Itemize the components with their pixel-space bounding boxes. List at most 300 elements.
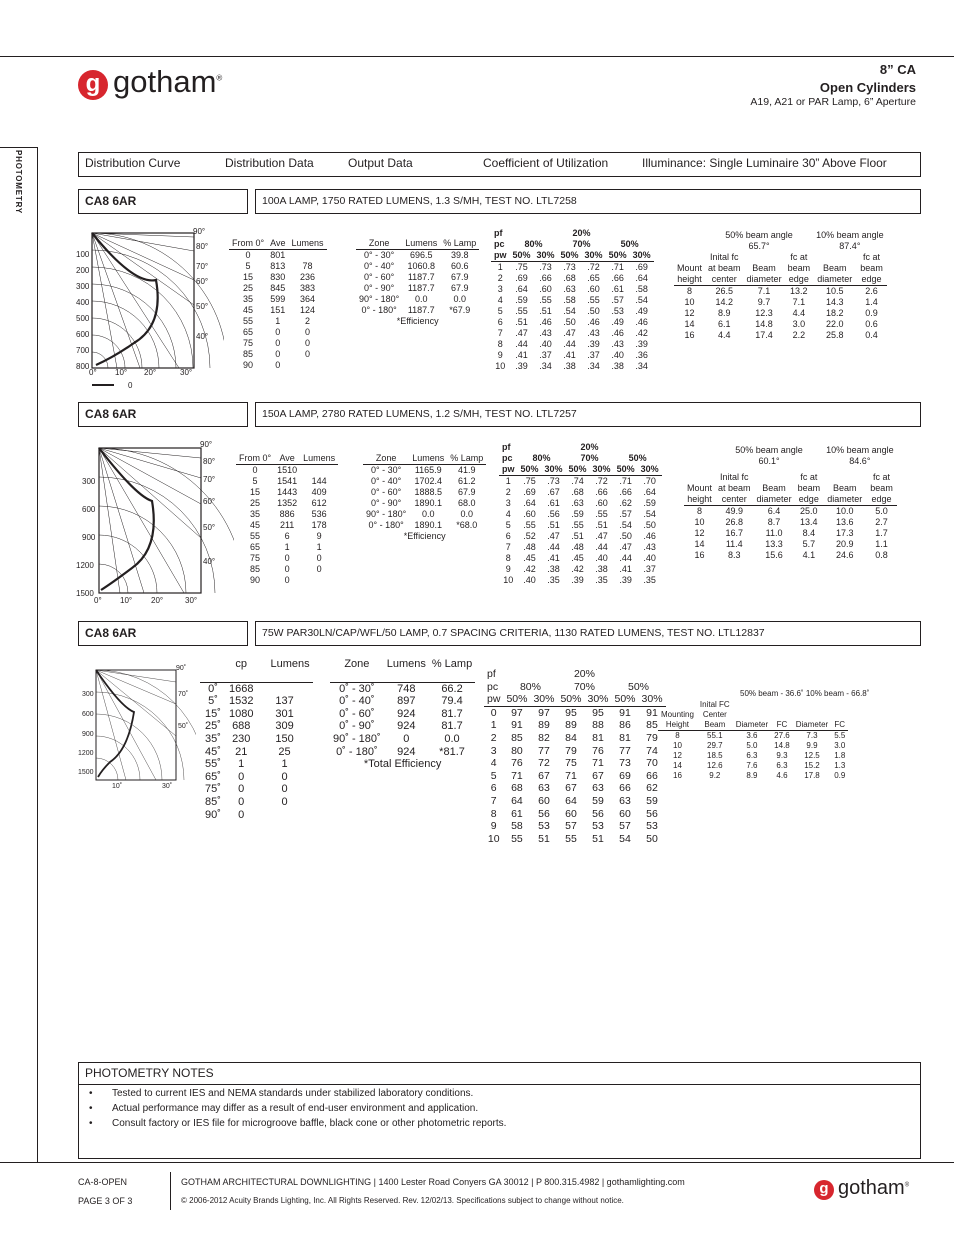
table-cell: 1: [238, 758, 245, 771]
section-2-cu-table: pf 20% pc 80% 70% 50% pw 50% 30% 50% 30% 50% 30% 1 .75 .73 .74 .72 .71 .70 2 .69 .67 .68 .66 .66 .64 3 .64 .61 .63 .60 .62 .59 4 .60 .56 .59 .55 .57 .54 5 .55 .51 .55 .51 .54 .50 6 .52 .47 .51 .47 .50 .46 7 .48 .44 .48 .44 .47 .43 8 .45 .41 .45 .40 .44 .40 9 .42 .38 .42 .38 .41 .37 10 .40 .35 .39 .35 .39 .35: [499, 442, 662, 586]
table-row: [363, 487, 486, 498]
curve-label: 600: [82, 505, 96, 514]
table-cell: 1888.5: [414, 487, 443, 497]
table-cell: 75: [565, 757, 577, 770]
output-note: *Efficiency: [403, 531, 446, 541]
nav-coefficient-of-utilization[interactable]: Coefficient of Utilization: [483, 156, 609, 170]
table-cell: 17.4: [755, 330, 773, 340]
table-cell: 612: [311, 498, 327, 508]
table-cell: [288, 250, 326, 262]
table-cell: 79: [565, 744, 577, 757]
table-cell: .57: [611, 295, 624, 305]
table-cell: 0˚ - 60˚: [339, 707, 375, 720]
table-cell: 0° - 90°: [371, 498, 402, 508]
table-cell: 90: [250, 575, 261, 585]
table-cell: .36: [635, 350, 648, 360]
table-cell: 56: [646, 807, 658, 820]
table-row: [491, 361, 654, 372]
table-cell: 0.8: [875, 550, 888, 560]
table-cell: .55: [539, 295, 552, 305]
table-cell: 5: [497, 306, 503, 316]
table-cell: .41: [515, 350, 528, 360]
section-1-distribution-curve: [74, 225, 224, 390]
table-cell: .40: [611, 350, 624, 360]
table-row: [229, 327, 327, 338]
table-cell: 41.9: [458, 465, 476, 475]
table-cell: 72: [538, 757, 550, 770]
table-cell: 25: [243, 283, 254, 293]
table-cell: .70: [643, 476, 656, 486]
table-cell: .69: [515, 273, 528, 283]
table-row: [499, 575, 662, 586]
table-cell: 53: [538, 820, 550, 833]
curve-label: 30°: [185, 596, 198, 605]
table-cell: 3: [505, 498, 511, 508]
table-row: [200, 733, 313, 746]
table-cell: 75˚: [205, 783, 221, 796]
table-cell: 4: [490, 757, 497, 770]
table-cell: 95: [565, 706, 577, 719]
table-cell: .56: [547, 509, 560, 519]
curve-label: 70°: [203, 475, 216, 484]
table-row: [356, 272, 479, 283]
side-tab-rule: [37, 147, 38, 1162]
table-cell: .51: [547, 520, 560, 530]
table-cell: .34: [587, 361, 600, 371]
table-cell: 45˚: [205, 745, 221, 758]
table-cell: 10: [694, 517, 705, 527]
table-cell: 55˚: [205, 758, 221, 771]
table-cell: .47: [595, 531, 608, 541]
table-cell: 1668: [229, 682, 254, 695]
table-cell: 0: [238, 770, 245, 783]
table-cell: 12: [673, 751, 682, 760]
table-cell: .66: [611, 273, 624, 283]
table-cell: 8.9: [718, 308, 731, 318]
table-row: [484, 757, 666, 770]
table-cell: 9: [490, 820, 497, 833]
table-row: [674, 286, 887, 298]
table-cell: .55: [587, 295, 600, 305]
table-cell: .47: [563, 328, 576, 338]
table-cell: 25.8: [826, 330, 844, 340]
table-cell: 301: [275, 707, 294, 720]
curve-label: 40°: [203, 557, 216, 566]
table-cell: 1: [284, 542, 290, 552]
table-cell: .73: [563, 262, 576, 272]
table-cell: 4: [497, 295, 503, 305]
table-cell: 137: [275, 695, 294, 708]
table-cell: 0˚ - 30˚: [339, 682, 375, 695]
table-cell: .69: [635, 262, 648, 272]
table-cell: 9.9: [806, 741, 818, 750]
nav-illuminance[interactable]: Illuminance: Single Luminaire 30” Above Floor: [642, 156, 887, 170]
table-cell: 85: [511, 731, 523, 744]
table-row: [229, 338, 327, 349]
table-row: [684, 539, 897, 550]
table-cell: .58: [563, 295, 576, 305]
table-row: [363, 465, 486, 477]
table-cell: .72: [587, 262, 600, 272]
table-cell: 90˚: [205, 808, 221, 821]
table-cell: 10: [503, 575, 514, 585]
table-cell: 9: [316, 531, 322, 541]
curve-label: 300: [82, 477, 96, 486]
table-cell: .52: [523, 531, 536, 541]
table-cell: 91: [646, 706, 658, 719]
table-cell: 5.5: [834, 731, 846, 740]
table-cell: 0: [304, 349, 310, 359]
table-cell: 10: [487, 832, 500, 845]
table-cell: 13.6: [836, 517, 854, 527]
table-cell: 15: [243, 272, 254, 282]
table-cell: .43: [539, 328, 552, 338]
table-cell: 1: [497, 262, 503, 272]
table-cell: .42: [523, 564, 536, 574]
table-cell: 8: [490, 807, 497, 820]
table-cell: 0: [275, 360, 281, 370]
table-cell: 4.4: [792, 308, 806, 318]
table-row: [491, 350, 654, 361]
section-2-output-table: Zone Lumens % Lamp 0° - 30° 1165.9 41.9 0° - 40° 1702.4 61.2 0° - 60° 1888.5 67.9 0° - 90° 1890.1 68.0 90° - 180° 0.0 0.0 0° - 180° 1890.1 *68.0 *Efficiency: [363, 453, 486, 542]
table-cell: 7: [490, 794, 497, 807]
table-cell: 71: [592, 757, 604, 770]
table-cell: 1: [275, 316, 281, 326]
table-cell: 65˚: [205, 770, 221, 783]
curve-label: 400: [76, 298, 90, 307]
table-cell: .39: [619, 575, 632, 585]
title-line-2: Open Cylinders: [819, 80, 916, 95]
curve-label: 50°: [196, 302, 209, 311]
table-cell: 70: [646, 757, 658, 770]
table-row: [499, 509, 662, 520]
footer-address: GOTHAM ARCHITECTURAL DOWNLIGHTING | 1400 Lester Road Conyers GA 30012 | P 800.315.4982 | gothamlighting.com: [181, 1177, 685, 1187]
table-cell: .65: [587, 273, 600, 283]
nav-distribution-curve[interactable]: Distribution Curve: [85, 156, 181, 170]
table-cell: 57: [619, 820, 631, 833]
table-cell: 924: [397, 745, 416, 758]
table-cell: 0° - 30°: [371, 465, 402, 475]
section-3-desc: 75W PAR30LN/CAP/WFL/50 LAMP, 0.7 SPACING CRITERIA, 1130 RATED LUMENS, TEST NO. LTL12837: [255, 621, 921, 646]
table-row: [499, 531, 662, 542]
section-1-cu-table: pf 20% pc 80% 70% 50% pw 50% 30% 50% 30% 50% 30% 1 .75 .73 .73 .72 .71 .69 2 .69 .66 .68 .65 .66 .64 3 .64 .60 .63 .60 .61 .58 4 .59 .55 .58 .55 .57 .54 5 .55 .51 .54 .50 .53 .49 6 .51 .46 .50 .46 .49 .46 7 .47 .43 .47 .43 .46 .42 8 .44 .40 .44 .39 .43 .39 9 .41 .37 .41 .37 .40 .36 10 .39 .34 .38 .34 .38 .34: [491, 228, 654, 372]
table-cell: 15.6: [765, 550, 783, 560]
table-cell: 10.0: [836, 506, 854, 516]
table-row: [684, 517, 897, 528]
table-cell: 10: [684, 297, 695, 307]
table-cell: .51: [515, 317, 528, 327]
table-cell: [256, 682, 312, 695]
table-cell: 81.7: [441, 707, 463, 720]
table-cell: 1187.7: [407, 272, 435, 282]
table-cell: 64: [565, 794, 577, 807]
table-row: [499, 542, 662, 553]
table-cell: 151: [270, 305, 286, 315]
page-subtitle: A19, A21 or PAR Lamp, 6” Aperture: [750, 96, 916, 108]
table-row: [356, 305, 479, 316]
table-cell: 79: [646, 731, 658, 744]
table-cell: .54: [619, 520, 632, 530]
table-cell: 35˚: [205, 732, 221, 745]
table-cell: 8: [497, 339, 503, 349]
table-cell: 67: [592, 769, 604, 782]
table-cell: 0: [238, 795, 245, 808]
table-row: [491, 328, 654, 339]
table-row: [236, 531, 338, 542]
table-cell: 0: [252, 465, 258, 475]
table-cell: .47: [515, 328, 528, 338]
table-cell: .43: [611, 339, 624, 349]
table-cell: .34: [539, 361, 552, 371]
table-cell: 8: [697, 506, 703, 516]
table-cell: [256, 809, 312, 822]
table-cell: 66: [619, 782, 631, 795]
photometry-notes: [78, 1062, 921, 1159]
table-cell: 76: [592, 744, 604, 757]
table-cell: 81.7: [441, 720, 463, 733]
table-row: [484, 795, 666, 808]
table-cell: 7.1: [757, 286, 771, 296]
table-cell: .46: [611, 328, 624, 338]
table-cell: 0° - 180°: [368, 520, 404, 530]
table-row: [200, 695, 313, 708]
table-row: [236, 564, 338, 575]
table-cell: 82: [538, 731, 550, 744]
table-cell: 68.0: [458, 498, 476, 508]
table-row: [236, 575, 338, 586]
table-cell: 15.2: [804, 761, 820, 770]
curve-label: 300: [76, 282, 90, 291]
header-rule: [0, 56, 954, 57]
footer-gotham-logo-icon: g: [814, 1180, 834, 1200]
table-cell: .55: [523, 520, 536, 530]
table-cell: 13.2: [790, 286, 808, 296]
table-cell: .50: [619, 531, 632, 541]
table-cell: 45: [243, 305, 254, 315]
table-cell: 6: [490, 782, 497, 795]
table-cell: 2.7: [875, 517, 888, 527]
table-cell: 55: [565, 832, 577, 845]
table-cell: 10: [495, 361, 506, 371]
table-row: [236, 542, 338, 553]
table-cell: 95: [592, 706, 604, 719]
table-cell: 26.5: [715, 286, 734, 296]
table-cell: 4.1: [802, 550, 816, 560]
table-cell: 16: [684, 330, 695, 340]
table-row: [658, 761, 848, 771]
nav-output-data[interactable]: Output Data: [348, 156, 413, 170]
nav-distribution-data[interactable]: Distribution Data: [225, 156, 314, 170]
table-cell: 90° - 180°: [366, 509, 407, 519]
table-cell: 25.0: [800, 506, 818, 516]
table-row: [658, 751, 848, 761]
table-cell: 27.6: [774, 731, 790, 740]
table-cell: 230: [232, 732, 251, 745]
table-row: [229, 272, 327, 283]
table-cell: 9: [497, 350, 503, 360]
table-row: [363, 476, 486, 487]
table-cell: .50: [643, 520, 656, 530]
table-cell: *68.0: [456, 520, 478, 530]
table-cell: 1: [316, 542, 322, 552]
table-row: [484, 782, 666, 795]
curve-label: 80°: [196, 242, 209, 251]
table-cell: 1532: [229, 695, 254, 708]
table-row: [491, 339, 654, 350]
table-cell: 1060.8: [407, 261, 436, 271]
table-cell: 7.6: [746, 761, 758, 770]
table-cell: 65: [250, 542, 261, 552]
table-cell: .73: [547, 476, 560, 486]
table-cell: 85: [243, 349, 254, 359]
section-3-cu-table: pf 20% pc 80% 70% 50% pw 50% 30% 50% 30% 50% 30% 0 97 97 95 95 91 91 1 91 89 89 88 86 85 2 85 82 84 81 81 79 3 80 77 79 76 77 74 4 76 72 75 71 73 70 5 71 67 71 67 69 66 6 68 63 67 63 66 62 7 64 60 64 59 63 59 8 61 56 60 56 60 56 9 58 53 57 53 57 53 10 55 51 55 51 54 50: [484, 668, 666, 845]
table-row: [658, 741, 848, 751]
table-cell: .44: [595, 542, 608, 552]
section-3-beam-angles: 50% beam - 36.6˚ 10% beam - 66.8˚: [740, 689, 870, 698]
table-cell: 65: [243, 327, 254, 337]
table-cell: 97: [538, 706, 550, 719]
table-cell: 3.6: [746, 731, 758, 740]
table-cell: 1890.1: [414, 520, 443, 530]
section-1-desc: 100A LAMP, 1750 RATED LUMENS, 1.3 S/MH, TEST NO. LTL7258: [255, 189, 921, 214]
table-cell: 14.8: [755, 319, 773, 329]
table-cell: 18.2: [826, 308, 844, 318]
table-cell: 8.3: [728, 550, 741, 560]
table-cell: 7: [497, 328, 503, 338]
table-cell: 0.0: [460, 509, 474, 519]
table-cell: .73: [539, 262, 552, 272]
table-cell: 9: [505, 564, 511, 574]
table-cell: 150: [275, 732, 294, 745]
table-cell: 0: [281, 795, 288, 808]
table-cell: 64: [511, 794, 523, 807]
table-cell: .51: [571, 531, 584, 541]
table-cell: 0° - 90°: [364, 283, 395, 293]
section-2-illuminance-table: 50% beam angle 10% beam angle 60.1° 84.6° Inital fc fc at fc at Mount at beam Beam beam Beam beam height center diameter edge diameter edge 8 49.9 6.4 25.0 10.0 5.0 10 26.8 8.7 13.4 13.6 2.7 12 16.7 11.0 8.4 17.3 1.7 14 11.4 13.3 5.7 20.9 1.1 16 8.3 15.6 4.1 24.6 0.8: [684, 445, 897, 561]
table-cell: 55: [511, 832, 523, 845]
table-cell: 12: [684, 308, 695, 318]
table-cell: .60: [595, 498, 608, 508]
table-cell: 1: [281, 758, 288, 771]
table-cell: 845: [270, 283, 286, 293]
table-cell: 11.4: [725, 539, 743, 549]
table-cell: 25: [250, 498, 261, 508]
table-cell: 14.2: [715, 297, 734, 307]
table-row: [236, 553, 338, 564]
table-row: [200, 796, 313, 809]
curve-label: 10°: [115, 368, 128, 377]
table-cell: 897: [397, 695, 416, 708]
curve-label: 70˚: [178, 691, 189, 698]
table-row: [200, 746, 313, 759]
table-cell: 89: [565, 719, 577, 732]
curve-label: 600: [76, 330, 90, 339]
table-cell: 178: [311, 520, 327, 530]
table-cell: 124: [299, 305, 315, 315]
footer-rule: [0, 1162, 954, 1163]
table-cell: 924: [397, 720, 416, 733]
table-cell: 63: [592, 782, 604, 795]
table-cell: .42: [571, 564, 584, 574]
curve-label: 30˚: [162, 783, 173, 790]
table-cell: .35: [595, 575, 608, 585]
section-1-output-table: Zone Lumens % Lamp 0° - 30° 696.5 39.8 0° - 40° 1060.8 60.6 0° - 60° 1187.7 67.9 0° - 90° 1187.7 67.9 90° - 180° 0.0 0.0 0° - 180° 1187.7 *67.9 *Efficiency: [356, 238, 479, 327]
table-cell: 14.8: [774, 741, 790, 750]
table-cell: 62: [646, 782, 658, 795]
section-1-distribution-table: From 0° Ave Lumens 0 801 5 813 78 15 830 236 25 845 383 35 599 364 45 151 124 55 1 2 65 0 0 75 0 0 85 0 0 90 0: [229, 238, 327, 371]
table-cell: .71: [611, 262, 624, 272]
table-cell: 0: [275, 338, 281, 348]
table-cell: 16: [673, 771, 682, 780]
table-row: [499, 520, 662, 531]
notes-list: [79, 1086, 506, 1131]
table-cell: 14: [684, 319, 695, 329]
table-cell: .68: [571, 487, 584, 497]
table-cell: 61.2: [458, 476, 476, 486]
table-cell: 21: [235, 745, 248, 758]
curve-label: 600: [82, 711, 94, 718]
table-cell: .35: [547, 575, 560, 585]
table-row: [491, 295, 654, 306]
table-cell: 0˚ - 90˚: [339, 720, 375, 733]
table-cell: .39: [635, 339, 648, 349]
table-cell: [300, 575, 338, 586]
table-row: [491, 306, 654, 317]
table-row: [229, 305, 327, 316]
table-cell: 309: [275, 720, 294, 733]
table-cell: 924: [397, 707, 416, 720]
curve-label: 500: [76, 314, 90, 323]
table-cell: 1080: [229, 707, 254, 720]
table-cell: .37: [643, 564, 656, 574]
table-cell: 76: [511, 757, 523, 770]
table-row: [356, 283, 479, 294]
table-cell: 67: [565, 782, 577, 795]
table-cell: 6: [497, 317, 503, 327]
curve-label: 10°: [120, 596, 133, 605]
table-cell: [300, 465, 338, 477]
table-cell: 5: [245, 261, 251, 271]
footer-page: PAGE 3 OF 3: [78, 1196, 133, 1206]
table-cell: .55: [595, 509, 608, 519]
table-cell: 77: [619, 744, 631, 757]
section-2-distribution-table: From 0° Ave Lumens 0 1510 5 1541 144 15 1443 409 25 1352 612 35 886 536 45 211 178 55 6 9 65 1 1 75 0 0 85 0 0 90 0: [236, 453, 338, 586]
table-cell: 5.7: [802, 539, 816, 549]
curve-label: 20°: [144, 368, 157, 377]
table-cell: 60: [538, 794, 550, 807]
table-cell: .71: [619, 476, 632, 486]
table-cell: 6.1: [718, 319, 731, 329]
table-cell: .61: [611, 284, 624, 294]
table-cell: 801: [270, 250, 286, 260]
table-row: [499, 476, 662, 488]
table-cell: 0° - 180°: [361, 305, 397, 315]
page-title: [820, 61, 916, 97]
table-row: [229, 283, 327, 294]
table-cell: 90° - 180°: [359, 294, 400, 304]
table-cell: .75: [523, 476, 536, 486]
table-cell: 7.3: [806, 731, 818, 740]
curve-label: 70°: [196, 262, 209, 271]
table-cell: .64: [643, 487, 656, 497]
table-cell: 599: [270, 294, 286, 304]
table-cell: .49: [611, 317, 624, 327]
table-row: [356, 250, 479, 262]
table-cell: 55.1: [707, 731, 723, 740]
table-cell: 69: [619, 769, 631, 782]
table-cell: 8: [675, 731, 680, 740]
table-cell: 60.6: [451, 261, 469, 271]
